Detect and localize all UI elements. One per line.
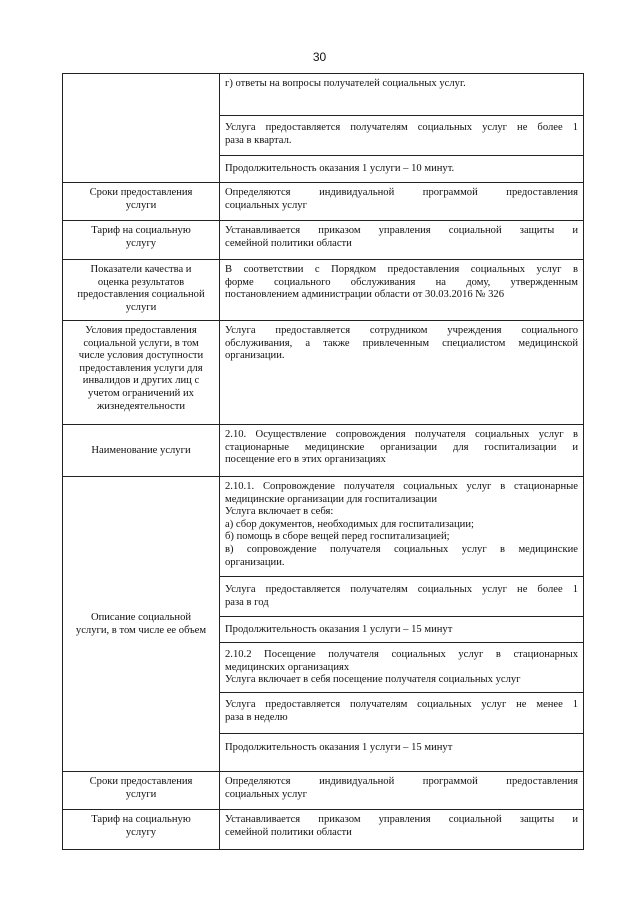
label-line: услугу <box>125 826 157 838</box>
table-row <box>63 183 584 221</box>
value-cell <box>220 477 584 577</box>
value-cell <box>220 321 584 425</box>
table-row <box>63 772 584 810</box>
text-line: б) помощь в сборе вещей перед госпитализацией; <box>225 531 450 543</box>
label-line: инвалидов и других лиц с <box>82 375 200 387</box>
value-cell <box>220 74 584 116</box>
text-line: Услуга предоставляется получателям социальных услуг не менее 1 <box>225 699 578 710</box>
text-line: организации. <box>225 350 285 362</box>
label-line: услугу <box>125 237 157 249</box>
text-line: медицинских организациях <box>225 661 350 673</box>
label-line: Тариф на социальную <box>91 814 191 825</box>
table-row <box>63 810 584 850</box>
text-line: раза в квартал. <box>225 134 292 146</box>
text-line: Услуга включает в себя посещение получателя социальных услуг <box>225 674 521 686</box>
text-line: семейной политики области <box>225 826 352 838</box>
text-line: раза в неделю <box>225 711 288 723</box>
text-line: стационарные медицинские организации для госпитализации и <box>225 441 578 453</box>
label-cell <box>63 810 220 850</box>
text-line: Продолжительность оказания 1 услуги – 15 минут <box>225 624 453 635</box>
table-row <box>63 425 584 477</box>
label-cell <box>63 477 220 772</box>
text-line: Услуга включает в себя: <box>225 506 334 518</box>
value-cell <box>220 221 584 260</box>
text-line: Продолжительность оказания 1 услуги – 10 минут. <box>225 163 455 174</box>
label-line: услуги <box>125 301 157 313</box>
text-line: 2.10. Осуществление сопровождения получателя социальных услуг в <box>225 429 578 440</box>
text-line: Услуга предоставляется сотрудником учреждения социального <box>225 325 578 336</box>
empty-label-cell <box>63 74 220 183</box>
table-row <box>63 321 584 425</box>
label-line: Показатели качества и <box>90 264 192 275</box>
text-line: семейной политики области <box>225 237 352 249</box>
text-line: г) ответы на вопросы получателей социальных услуг. <box>225 78 466 89</box>
table-row <box>63 74 584 116</box>
value-cell <box>220 425 584 477</box>
table-row <box>63 221 584 260</box>
label-line: социальной услуги, в том <box>83 337 199 349</box>
label-line: Условия предоставления <box>85 325 197 336</box>
label-line: услуги <box>125 199 157 211</box>
value-cell <box>220 772 584 810</box>
table-row <box>63 477 584 577</box>
text-line: посещение его в этих организациях <box>225 454 386 466</box>
label-line: Описание социальной <box>90 611 192 623</box>
label-line: Сроки предоставления <box>89 776 193 787</box>
text-line: Устанавливается приказом управления социальной защиты и <box>225 225 578 236</box>
value-cell <box>220 577 584 617</box>
value-cell <box>220 693 584 734</box>
label-line: жизнедеятельности <box>96 400 186 412</box>
text-line: постановлением администрации области от 30.03.2016 № 326 <box>225 289 504 301</box>
label-cell <box>63 260 220 321</box>
text-line: В соответствии с Порядком предоставления социальных услуг в <box>225 264 578 275</box>
label-line: учетом ограничений их <box>88 387 194 399</box>
label-line: услуги, в том числе ее объем <box>75 624 207 636</box>
value-cell <box>220 116 584 156</box>
label-cell <box>63 321 220 425</box>
text-line: Определяются индивидуальной программой предоставления <box>225 187 578 198</box>
label-line: Наименование услуги <box>91 444 191 456</box>
table-row <box>63 260 584 321</box>
label-line: предоставления услуги для <box>79 362 203 374</box>
value-cell <box>220 260 584 321</box>
label-line: числе условия доступности <box>78 350 204 362</box>
text-line: Услуга предоставляется получателям социальных услуг не более 1 <box>225 122 578 133</box>
text-line: форме социального обслуживания на дому, утвержденным <box>225 276 578 288</box>
text-line: в) сопровождение получателя социальных услуг в медицинские <box>225 543 578 555</box>
text-line: Продолжительность оказания 1 услуги – 15 минут <box>225 742 453 753</box>
label-line: оценка результатов <box>97 276 185 288</box>
label-cell <box>63 425 220 477</box>
value-cell <box>220 617 584 643</box>
text-line: организации. <box>225 556 285 568</box>
value-cell <box>220 156 584 183</box>
text-line: а) сбор документов, необходимых для госпитализации; <box>225 518 474 530</box>
label-cell <box>63 183 220 221</box>
label-line: услуги <box>125 788 157 800</box>
text-line: 2.10.1. Сопровождение получателя социальных услуг в стационарные <box>225 481 578 492</box>
value-cell <box>220 183 584 221</box>
text-line: Услуга предоставляется получателям социальных услуг не более 1 <box>225 584 578 595</box>
value-cell <box>220 734 584 772</box>
text-line: обслуживания, а также привлеченным специалистом медицинской <box>225 337 578 349</box>
value-cell <box>220 810 584 850</box>
text-line: социальных услуг <box>225 788 307 800</box>
text-line: медицинские организации для госпитализации <box>225 493 438 505</box>
text-line: Определяются индивидуальной программой предоставления <box>225 776 578 787</box>
label-line: предоставления социальной <box>77 289 205 301</box>
text-line: раза в год <box>225 596 269 608</box>
label-line: Сроки предоставления <box>89 187 193 198</box>
text-line: Устанавливается приказом управления социальной защиты и <box>225 814 578 825</box>
text-line: социальных услуг <box>225 199 307 211</box>
page-number: 30 <box>312 50 327 64</box>
label-cell <box>63 772 220 810</box>
value-cell <box>220 643 584 693</box>
text-line: 2.10.2 Посещение получателя социальных услуг в стационарных <box>225 649 578 660</box>
service-description-table <box>62 73 584 850</box>
label-cell <box>63 221 220 260</box>
label-line: Тариф на социальную <box>91 225 191 236</box>
